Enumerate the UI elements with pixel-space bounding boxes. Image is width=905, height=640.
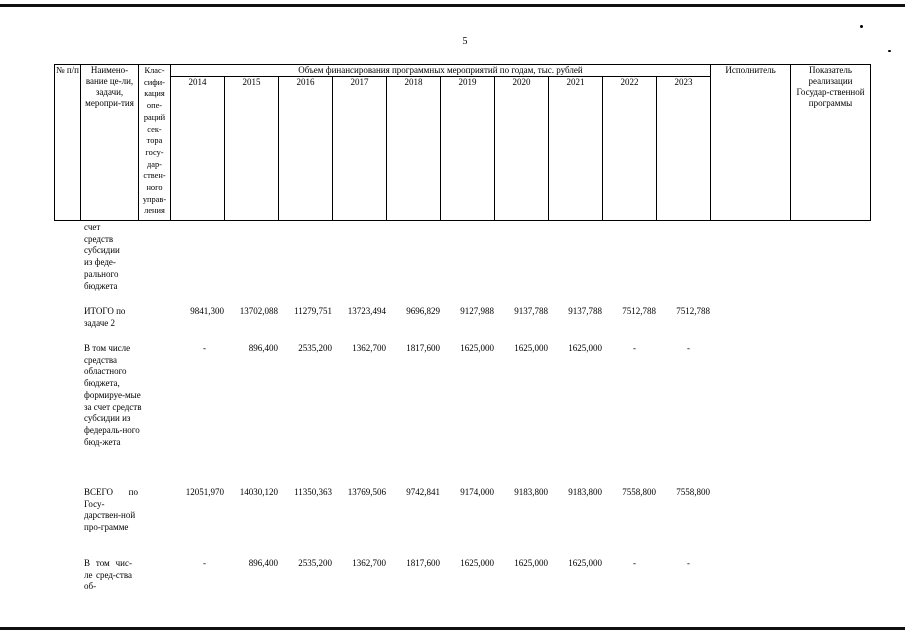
table-cell: 1625,000	[514, 558, 548, 568]
col-indicator-header: Показатель реализации Государ-ственной программы	[791, 65, 871, 221]
table-cell: 7512,788	[622, 306, 656, 316]
year-header: 2023	[657, 77, 711, 221]
table-cell: 13723,494	[347, 306, 386, 316]
row-label: В том числе средства областного бюджета, формируе-мые за счет средств субсидии из федераль-ного бюд-жета	[84, 343, 142, 447]
table-cell: 13769,506	[347, 487, 386, 497]
table-cell: 896,400	[248, 343, 278, 353]
table-cell: -	[633, 558, 636, 568]
table-cell: 2535,200	[298, 343, 332, 353]
page-number: 5	[462, 36, 468, 47]
table-cell: 1625,000	[460, 558, 494, 568]
table-cell: 9183,800	[514, 487, 548, 497]
col-class-header: Клас-сифи-кация опе-раций сек-тора госу-дар-ствен-ного управ-ления	[139, 65, 171, 221]
table-cell: 12051,970	[185, 487, 224, 497]
table-cell: 9183,800	[568, 487, 602, 497]
col-num-header: № п/п	[55, 65, 81, 221]
row-label: В том чис-ле сред-ства об-	[84, 558, 132, 592]
bottom-border	[0, 627, 905, 630]
table-cell: 9174,000	[460, 487, 494, 497]
col-volume-header: Объем финансирования программных мероприятий по годам, тыс. рублей	[171, 65, 711, 77]
table-cell: 9696,829	[406, 306, 440, 316]
table-cell: 14030,120	[239, 487, 278, 497]
table-cell: 11350,363	[294, 487, 332, 497]
year-header: 2021	[549, 77, 603, 221]
row-label: ИТОГО по задаче 2	[84, 306, 126, 328]
year-header: 2022	[603, 77, 657, 221]
table-cell: -	[203, 343, 206, 353]
table-cell: 1625,000	[460, 343, 494, 353]
table-cell: 1362,700	[352, 558, 386, 568]
year-header: 2014	[171, 77, 225, 221]
year-header: 2019	[441, 77, 495, 221]
table-cell: 9841,300	[190, 306, 224, 316]
table-cell: 9137,788	[568, 306, 602, 316]
speck-mark	[888, 50, 891, 52]
table-cell: -	[633, 343, 636, 353]
table-cell: 7558,800	[676, 487, 710, 497]
table-cell: 1362,700	[352, 343, 386, 353]
table-cell: 13702,088	[239, 306, 278, 316]
table-cell: 1817,600	[406, 558, 440, 568]
row-label: счет средств субсидии из феде-рального бюджета	[84, 222, 120, 291]
header-table	[54, 64, 871, 221]
table-cell: -	[687, 558, 690, 568]
col-executor-header: Исполнитель	[711, 65, 791, 221]
table-cell: 1817,600	[406, 343, 440, 353]
table-cell: 11279,751	[294, 306, 332, 316]
year-header: 2020	[495, 77, 549, 221]
table-cell: 896,400	[248, 558, 278, 568]
col-name-header: Наимено-вание це-ли, задачи, меропри-тия	[81, 65, 139, 221]
table-cell: 9127,988	[460, 306, 494, 316]
year-header: 2017	[333, 77, 387, 221]
table-cell: 1625,000	[568, 343, 602, 353]
table-cell: 2535,200	[298, 558, 332, 568]
year-header: 2016	[279, 77, 333, 221]
table-cell: 9742,841	[406, 487, 440, 497]
table-cell: 1625,000	[514, 343, 548, 353]
table-cell: 9137,788	[514, 306, 548, 316]
year-header: 2015	[225, 77, 279, 221]
speck-mark	[860, 25, 863, 28]
year-header: 2018	[387, 77, 441, 221]
row-label: ВСЕГО по Госу-дарствен-ной про-грамме	[84, 487, 138, 533]
top-border	[0, 4, 905, 7]
table-cell: -	[203, 558, 206, 568]
table-cell: 1625,000	[568, 558, 602, 568]
table-cell: -	[687, 343, 690, 353]
table-cell: 7512,788	[676, 306, 710, 316]
table-cell: 7558,800	[622, 487, 656, 497]
